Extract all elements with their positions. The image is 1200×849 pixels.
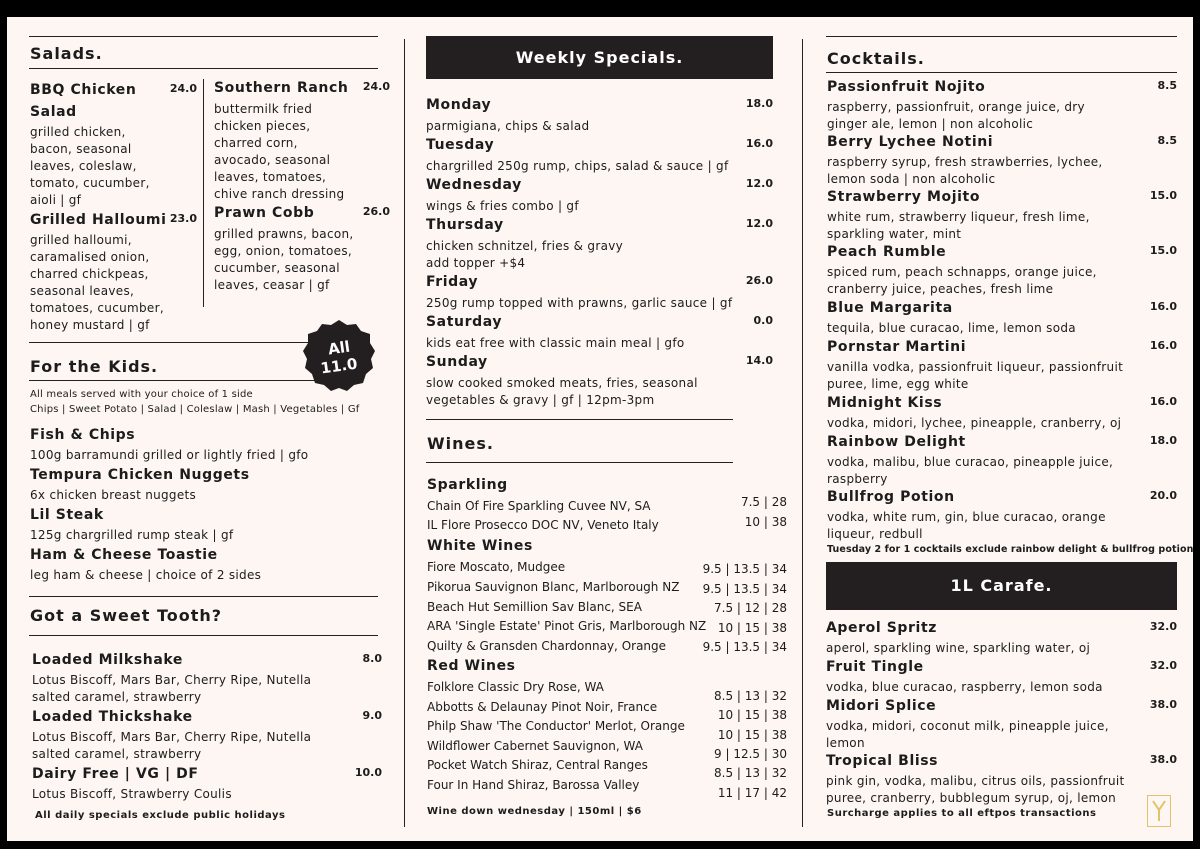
price: 26.0 (362, 205, 390, 218)
sweet-heading: Got a Sweet Tooth? (30, 606, 223, 625)
day-desc: 250g rump topped with prawns, garlic sauce | gf (426, 296, 733, 310)
logo-icon (1147, 795, 1171, 827)
salad-desc: buttermilk fried chicken pieces, charred corn, avocado, seasonal leaves, tomatoes, chive ranch dressing (214, 102, 345, 201)
dessert-desc: Lotus Biscoff, Mars Bar, Cherry Ripe, Nutella salted caramel, strawberry (32, 673, 312, 704)
kids-item-desc: 6x chicken breast nuggets (30, 488, 197, 502)
wine-price: 8.5 | 13 | 32 (714, 689, 787, 703)
divider (29, 380, 319, 381)
wine-price: 10 | 15 | 38 (717, 621, 787, 635)
dessert-name: Loaded Milkshake (32, 652, 184, 668)
wine-name: ARA 'Single Estate' Pinot Gris, Marlborough NZ (427, 619, 707, 633)
wine-price: 10 | 15 | 38 (717, 708, 787, 722)
price: 26.0 (745, 274, 773, 287)
day-desc: slow cooked smoked meats, fries, seasonal vegetables & gravy | gf | 12pm-3pm (426, 376, 698, 407)
carafe-desc: aperol, sparkling wine, sparkling water, oj (826, 641, 1091, 655)
price: 32.0 (1149, 659, 1177, 672)
wine-name: Chain Of Fire Sparkling Cuvee NV, SA (427, 499, 651, 513)
wine-name: Quilty & Gransden Chardonnay, Orange (427, 639, 667, 653)
cocktail-name: Pornstar Martini (827, 339, 967, 355)
price: 9.0 (362, 709, 382, 722)
day-desc: kids eat free with classic main meal | gfo (426, 336, 685, 350)
wines-heading: Wines. (427, 434, 494, 453)
wine-price: 9 | 12.5 | 30 (714, 747, 787, 761)
kids-item-name: Fish & Chips (30, 427, 136, 443)
carafe-desc: vodka, midori, coconut milk, pineapple juice, lemon (826, 719, 1109, 750)
cocktail-name: Passionfruit Nojito (827, 79, 986, 95)
divider (826, 36, 1177, 37)
surcharge-note: Surcharge applies to all eftpos transactions (827, 808, 1097, 819)
kids-item-desc: leg ham & cheese | choice of 2 sides (30, 568, 262, 582)
kids-item-desc: 100g barramundi grilled or lightly fried | gfo (30, 448, 309, 462)
day-name: Saturday (426, 314, 503, 330)
kids-sides: Chips | Sweet Potato | Salad | Coleslaw | Mash | Vegetables | Gf (30, 404, 360, 415)
divider (203, 79, 204, 307)
specials-heading: Weekly Specials. (426, 36, 773, 79)
wine-price: 7.5 | 28 (740, 495, 787, 509)
dessert-desc: Lotus Biscoff, Mars Bar, Cherry Ripe, Nutella salted caramel, strawberry (32, 730, 312, 761)
wine-name: Beach Hut Semillion Sav Blanc, SEA (427, 600, 642, 614)
carafe-name: Aperol Spritz (826, 620, 937, 636)
wine-price: 11 | 17 | 42 (717, 786, 787, 800)
carafe-desc: pink gin, vodka, malibu, citrus oils, passionfruit puree, cranberry, bubblegum syrup, oj, lemon (826, 774, 1125, 805)
day-name: Sunday (426, 354, 488, 370)
cocktail-name: Berry Lychee Notini (827, 134, 994, 150)
divider (826, 72, 1177, 73)
divider (29, 635, 378, 636)
cocktails-heading: Cocktails. (827, 49, 925, 68)
cocktail-name: Strawberry Mojito (827, 189, 981, 205)
day-desc: chicken schnitzel, fries & gravy add topper +$4 (426, 239, 624, 270)
day-desc: wings & fries combo | gf (426, 199, 579, 213)
wine-name: Philp Shaw 'The Conductor' Merlot, Orange (427, 719, 685, 733)
salad-name: Southern Ranch (214, 80, 349, 96)
price: 23.0 (169, 212, 197, 225)
day-desc: parmigiana, chips & salad (426, 119, 590, 133)
column-divider (404, 39, 405, 827)
divider (426, 462, 733, 463)
salad-name: BBQ Chicken (30, 82, 137, 98)
wine-name: Wildflower Cabernet Sauvignon, WA (427, 739, 643, 753)
wine-price: 9.5 | 13.5 | 34 (702, 562, 787, 576)
carafe-name: Fruit Tingle (826, 659, 924, 675)
wine-name: Pikorua Sauvignon Blanc, Marlborough NZ (427, 580, 680, 594)
wine-group: Red Wines (427, 658, 516, 674)
kids-note: All meals served with your choice of 1 side (30, 389, 253, 400)
price: 15.0 (1149, 244, 1177, 257)
dessert-desc: Lotus Biscoff, Strawberry Coulis (32, 787, 232, 801)
cocktail-desc: white rum, strawberry liqueur, fresh lime, sparkling water, mint (827, 210, 1090, 241)
wine-name: Pocket Watch Shiraz, Central Ranges (427, 758, 648, 772)
specials-note: All daily specials exclude public holidays (35, 810, 286, 821)
cocktail-promo: Tuesday 2 for 1 cocktails exclude rainbow delight & bullfrog potion (827, 544, 1193, 555)
salad-name: Grilled Halloumi (30, 212, 167, 228)
cocktail-desc: tequila, blue curacao, lime, lemon soda (827, 321, 1076, 335)
price: 24.0 (169, 82, 197, 95)
wine-name: Four In Hand Shiraz, Barossa Valley (427, 778, 640, 792)
cocktail-desc: raspberry, passionfruit, orange juice, dry ginger ale, lemon | non alcoholic (827, 100, 1085, 131)
badge-text: All (326, 337, 352, 359)
salads-heading: Salads. (30, 44, 103, 63)
column-divider (802, 39, 803, 827)
cocktail-name: Midnight Kiss (827, 395, 943, 411)
price: 8.5 (1157, 79, 1177, 92)
price: 16.0 (1149, 339, 1177, 352)
divider (29, 36, 378, 37)
price: 14.0 (745, 354, 773, 367)
wine-name: Abbotts & Delaunay Pinot Noir, France (427, 700, 658, 714)
day-name: Thursday (426, 217, 504, 233)
kids-item-desc: 125g chargrilled rump steak | gf (30, 528, 234, 542)
dessert-name: Loaded Thickshake (32, 709, 193, 725)
carafe-name: Tropical Bliss (826, 753, 939, 769)
kids-heading: For the Kids. (30, 357, 159, 376)
cocktail-desc: vodka, malibu, blue curacao, pineapple juice, raspberry (827, 455, 1114, 486)
wine-group: Sparkling (427, 477, 508, 493)
price: 20.0 (1149, 489, 1177, 502)
price: 18.0 (745, 97, 773, 110)
day-desc: chargrilled 250g rump, chips, salad & sauce | gf (426, 159, 729, 173)
salad-desc: grilled prawns, bacon, egg, onion, tomatoes, cucumber, seasonal leaves, ceasar | gf (214, 227, 354, 292)
price: 32.0 (1149, 620, 1177, 633)
logo-mark (1148, 796, 1170, 826)
wine-name: IL Flore Prosecco DOC NV, Veneto Italy (427, 518, 659, 532)
cocktail-desc: spiced rum, peach schnapps, orange juice, cranberry juice, peaches, fresh lime (827, 265, 1097, 296)
price: 8.0 (362, 652, 382, 665)
wine-price: 10 | 15 | 38 (717, 728, 787, 742)
price-badge (302, 319, 376, 393)
wine-price: 10 | 38 (744, 515, 787, 529)
salad-desc: grilled halloumi, caramalised onion, charred chickpeas, seasonal leaves, tomatoes, cucumber, honey mustard | gf (30, 233, 164, 332)
price: 16.0 (1149, 300, 1177, 313)
badge-price: 11.0 (319, 354, 359, 378)
price: 12.0 (745, 217, 773, 230)
cocktail-desc: vanilla vodka, passionfruit liqueur, passionfruit puree, lime, egg white (827, 360, 1124, 391)
carafe-name: Midori Splice (826, 698, 937, 714)
kids-item-name: Lil Steak (30, 507, 104, 523)
day-name: Wednesday (426, 177, 522, 193)
cocktail-desc: vodka, midori, lychee, pineapple, cranberry, oj (827, 416, 1122, 430)
cocktail-name: Peach Rumble (827, 244, 947, 260)
day-name: Monday (426, 97, 492, 113)
price: 0.0 (753, 314, 773, 327)
price: 24.0 (362, 80, 390, 93)
day-name: Tuesday (426, 137, 495, 153)
salad-name: Salad (30, 104, 77, 120)
carafe-heading: 1L Carafe. (826, 562, 1177, 610)
price: 38.0 (1149, 698, 1177, 711)
salad-name: Prawn Cobb (214, 205, 315, 221)
wine-name: Folklore Classic Dry Rose, WA (427, 680, 604, 694)
day-name: Friday (426, 274, 479, 290)
price: 10.0 (354, 766, 382, 779)
cocktail-desc: raspberry syrup, fresh strawberries, lychee, lemon soda | non alcoholic (827, 155, 1103, 186)
wine-promo: Wine down wednesday | 150ml | $6 (427, 806, 642, 817)
salad-desc: grilled chicken, bacon, seasonal leaves, coleslaw, tomato, cucumber, aioli | gf (30, 125, 150, 207)
wine-price: 8.5 | 13 | 32 (714, 766, 787, 780)
price: 16.0 (745, 137, 773, 150)
divider (29, 342, 319, 343)
price: 8.5 (1157, 134, 1177, 147)
kids-item-name: Ham & Cheese Toastie (30, 547, 218, 563)
dessert-name: Dairy Free | VG | DF (32, 766, 199, 782)
divider (426, 419, 733, 420)
menu-page (7, 17, 1193, 841)
wine-price: 7.5 | 12 | 28 (714, 601, 787, 615)
price: 12.0 (745, 177, 773, 190)
kids-item-name: Tempura Chicken Nuggets (30, 467, 250, 483)
price: 16.0 (1149, 395, 1177, 408)
divider (29, 596, 378, 597)
price: 15.0 (1149, 189, 1177, 202)
cocktail-name: Rainbow Delight (827, 434, 966, 450)
cocktail-name: Blue Margarita (827, 300, 953, 316)
wine-price: 9.5 | 13.5 | 34 (702, 582, 787, 596)
price: 18.0 (1149, 434, 1177, 447)
wine-group: White Wines (427, 538, 533, 554)
price: 38.0 (1149, 753, 1177, 766)
cocktail-name: Bullfrog Potion (827, 489, 955, 505)
wine-price: 9.5 | 13.5 | 34 (702, 640, 787, 654)
divider (29, 68, 378, 69)
carafe-desc: vodka, blue curacao, raspberry, lemon soda (826, 680, 1103, 694)
cocktail-desc: vodka, white rum, gin, blue curacao, orange liqueur, redbull (827, 510, 1106, 541)
wine-name: Fiore Moscato, Mudgee (427, 560, 566, 574)
